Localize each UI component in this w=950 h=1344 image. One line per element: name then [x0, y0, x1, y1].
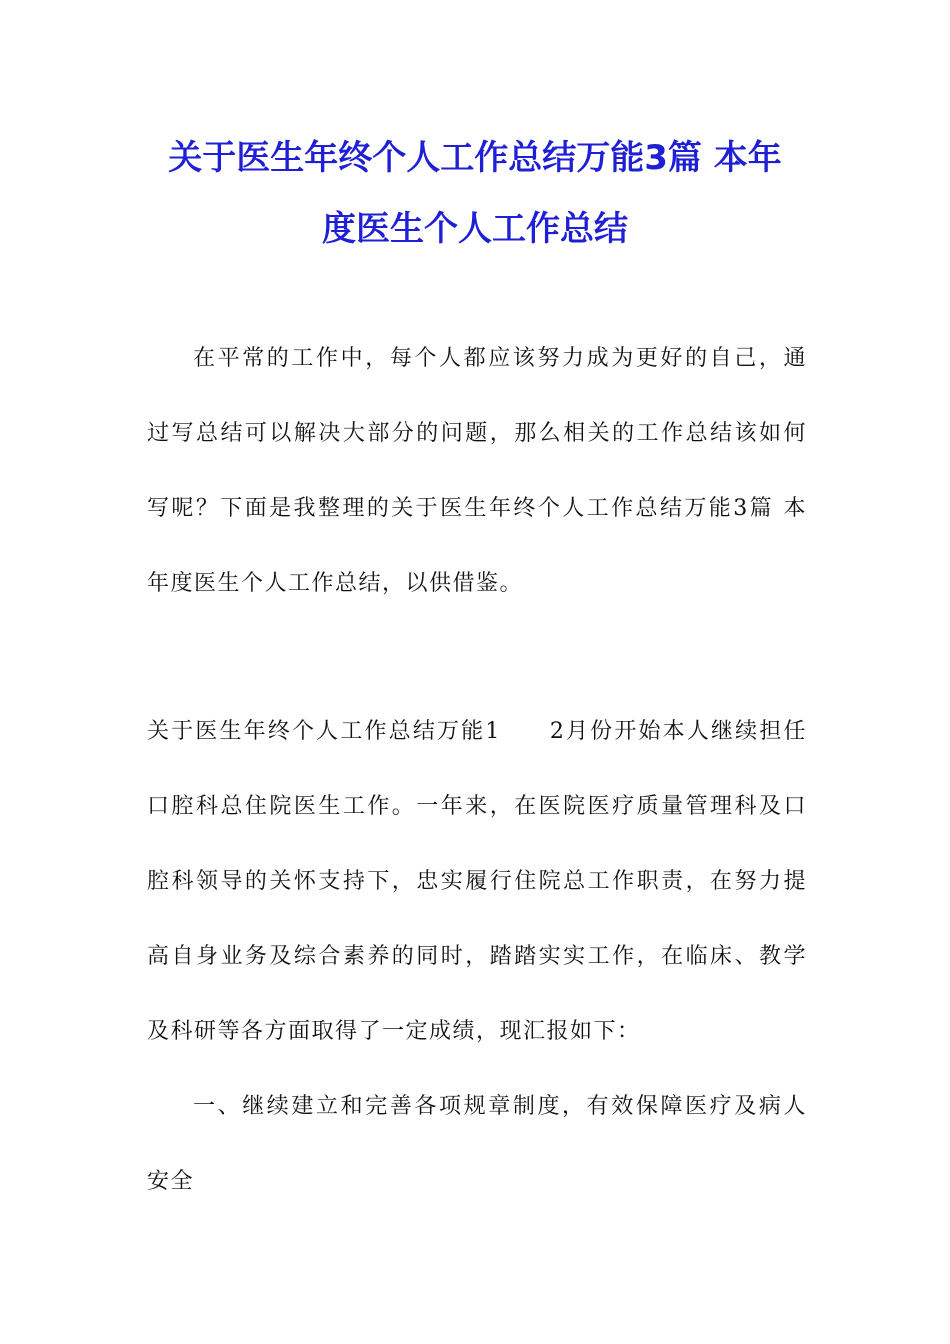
item1-heading-line-1: 一、继续建立和完善各项规章制度，有效保障医疗及病人 [193, 1094, 807, 1119]
section1-paragraph-line-4: 高自身业务及综合素养的同时，踏踏实实工作，在临床、教学 [147, 944, 807, 969]
intro-paragraph-line-2: 过写总结可以解决大部分的问题，那么相关的工作总结该如何 [147, 421, 807, 446]
intro-paragraph-line-1: 在平常的工作中，每个人都应该努力成为更好的自己，通 [193, 346, 807, 371]
document-title-line-1: 关于医生年终个人工作总结万能3篇 本年 [168, 138, 782, 178]
document-title-line-2: 度医生个人工作总结 [322, 209, 628, 249]
section1-paragraph-line-1: 关于医生年终个人工作总结万能1 2月份开始本人继续担任 [147, 719, 807, 744]
section1-paragraph-line-3: 腔科领导的关怀支持下，忠实履行住院总工作职责，在努力提 [147, 869, 807, 894]
section1-paragraph-line-5: 及科研等各方面取得了一定成绩，现汇报如下： [147, 1019, 641, 1044]
intro-paragraph-line-3: 写呢？下面是我整理的关于医生年终个人工作总结万能3篇 本 [147, 496, 807, 521]
intro-paragraph-line-4: 年度医生个人工作总结，以供借鉴。 [147, 571, 524, 596]
section1-paragraph-line-2: 口腔科总住院医生工作。一年来，在医院医疗质量管理科及口 [147, 794, 807, 819]
item1-heading-line-2: 安全 [147, 1169, 195, 1194]
